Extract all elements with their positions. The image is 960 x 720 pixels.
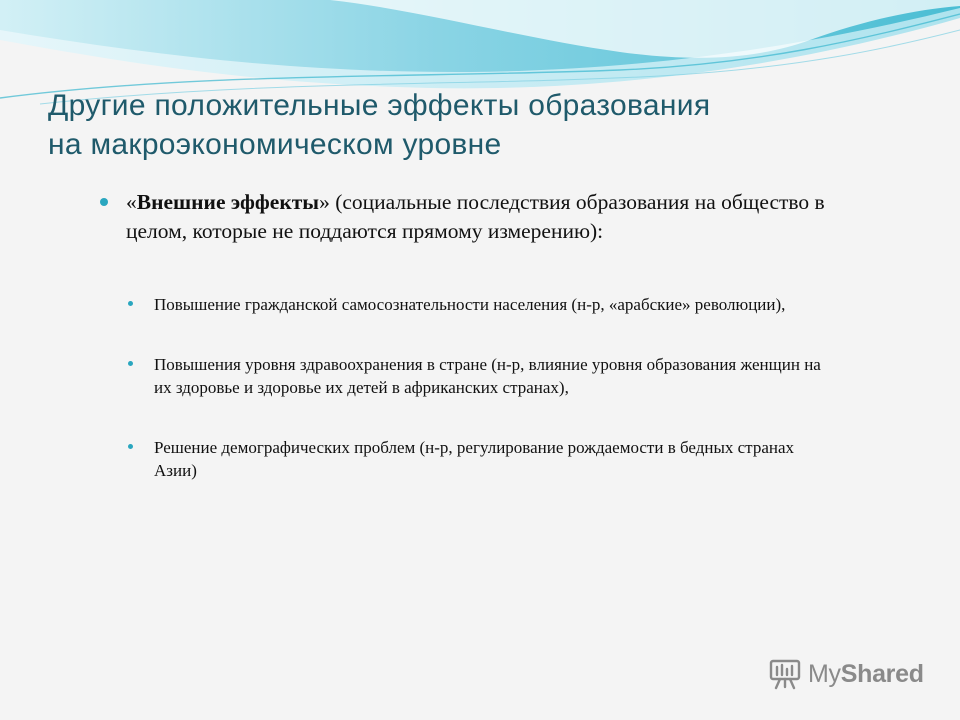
watermark-text-shared: Shared [840, 659, 924, 688]
sub-bullet [128, 293, 840, 316]
sub-bullet-text: Повышения уровня здравоохранения в стране (н-р, влияние уровня образования женщин на их здоровье и здоровье их детей в африканских странах), [154, 355, 821, 397]
sub-bullet-text: Повышение гражданской самосознательности населения (н-р, «арабские» революции), [154, 295, 786, 314]
bullet-dot-icon [128, 301, 133, 306]
slide-body [100, 188, 840, 482]
bullet-dot-icon [128, 444, 133, 449]
main-bullet-open-quote: « [126, 190, 137, 214]
main-bullet-emphasis: Внешние эффекты [136, 190, 320, 214]
sub-bullet [128, 436, 840, 482]
slide-title [48, 86, 908, 164]
watermark-text [808, 660, 924, 689]
projector-board-icon [768, 657, 802, 691]
slide-title-line-1: Другие положительные эффекты образования [48, 89, 711, 122]
bullet-dot-icon [128, 361, 133, 366]
main-bullet [100, 188, 840, 246]
main-bullet-text: (социальные последствия образования на общество в целом, которые не поддаются прямому измерению): [126, 190, 825, 243]
watermark-text-my: My [808, 659, 841, 688]
main-bullet-close-quote: » [319, 190, 330, 214]
bullet-dot-icon [100, 198, 108, 206]
sub-bullet [128, 353, 840, 399]
sub-bullet-text: Решение демографических проблем (н-р, регулирование рождаемости в бедных странах Азии) [154, 438, 795, 480]
myshared-watermark-logo [768, 656, 924, 692]
slide-title-line-2: на макроэкономическом уровне [48, 128, 502, 161]
